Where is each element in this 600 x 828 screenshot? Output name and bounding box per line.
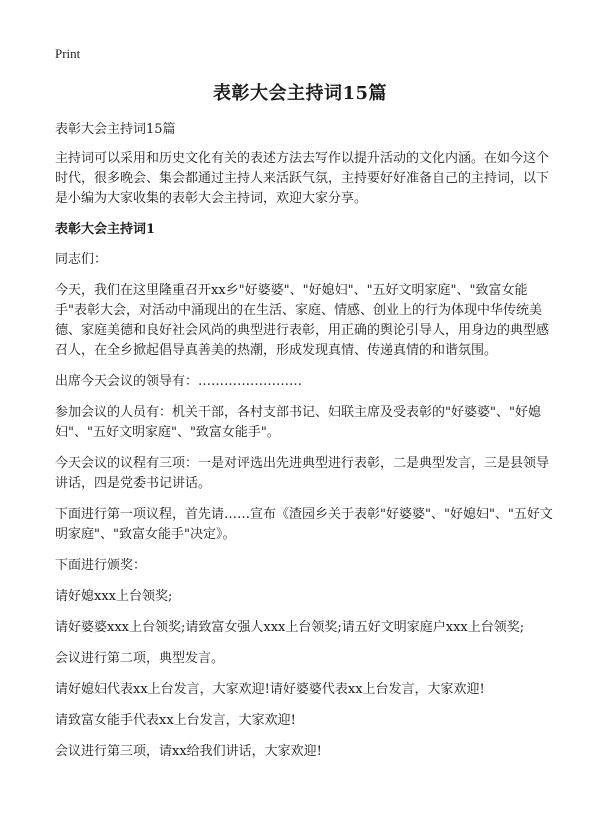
section-heading: 表彰大会主持词1 — [55, 222, 156, 237]
body-paragraph: 今天，我们在这里隆重召开xx乡"好婆婆"、"好媳妇"、"五好文明家庭"、"致富女能手"表彰大会，对活动中涌现出的在生活、家庭、情感、创业上的行为体现中华传统美德、家庭美德和良好社会风尚的典型进行表彰，用正确的舆论引导人，用身边的典型感召人，在全乡掀起倡导真善美的热潮，形成发现真情、传递真情的和谐氛围。 — [55, 283, 550, 358]
body-paragraph: 下面进行第一项议程，首先请……宣布《渣园乡关于表彰"好婆婆"、"好媳妇"、"五好文明家庭"、"致富女能手"决定》。 — [55, 507, 553, 542]
body-paragraph: 请好媳xxx上台领奖; — [55, 589, 173, 604]
body-paragraph: 会议进行第二项，典型发言。 — [55, 651, 225, 666]
document-body — [55, 120, 556, 773]
intro-paragraph: 主持词可以采用和历史文化有关的表述方法去写作以提升活动的文化内涵。在如今这个时代，很多晚会、集会都通过主持人来活跃气氛，主持要好好准备自己的主持词，以下是小编为大家收集的表彰大会主持词，欢迎大家分享。 — [55, 151, 550, 206]
document-subtitle: 表彰大会主持词15篇 — [55, 122, 176, 137]
body-paragraph: 会议进行第三项，请xx给我们讲话，大家欢迎! — [55, 744, 322, 759]
print-link[interactable]: Print — [55, 46, 81, 61]
body-paragraph: 下面进行颁奖： — [55, 558, 147, 573]
body-paragraph: 参加会议的人员有：机关干部，各村支部书记、妇联主席及受表彰的"好婆婆"、"好媳妇"、"五好文明家庭"、"致富女能手"。 — [55, 405, 541, 440]
body-paragraph: 出席今天会议的领导有：…………………… — [55, 374, 303, 389]
body-paragraph: 请致富女能手代表xx上台发言，大家欢迎! — [55, 713, 296, 728]
page-title: 表彰大会主持词15篇 — [212, 83, 388, 104]
body-paragraph: 请好媳妇代表xx上台发言，大家欢迎!请好婆婆代表xx上台发言，大家欢迎! — [55, 682, 485, 697]
greeting-paragraph: 同志们： — [55, 252, 108, 267]
body-paragraph: 请好婆婆xxx上台领奖;请致富女强人xxx上台领奖;请五好文明家庭户xxx上台领奖; — [55, 620, 525, 635]
body-paragraph: 今天会议的议程有三项：一是对评选出先进典型进行表彰，二是典型发言，三是县领导讲话，四是党委书记讲话。 — [55, 456, 550, 491]
